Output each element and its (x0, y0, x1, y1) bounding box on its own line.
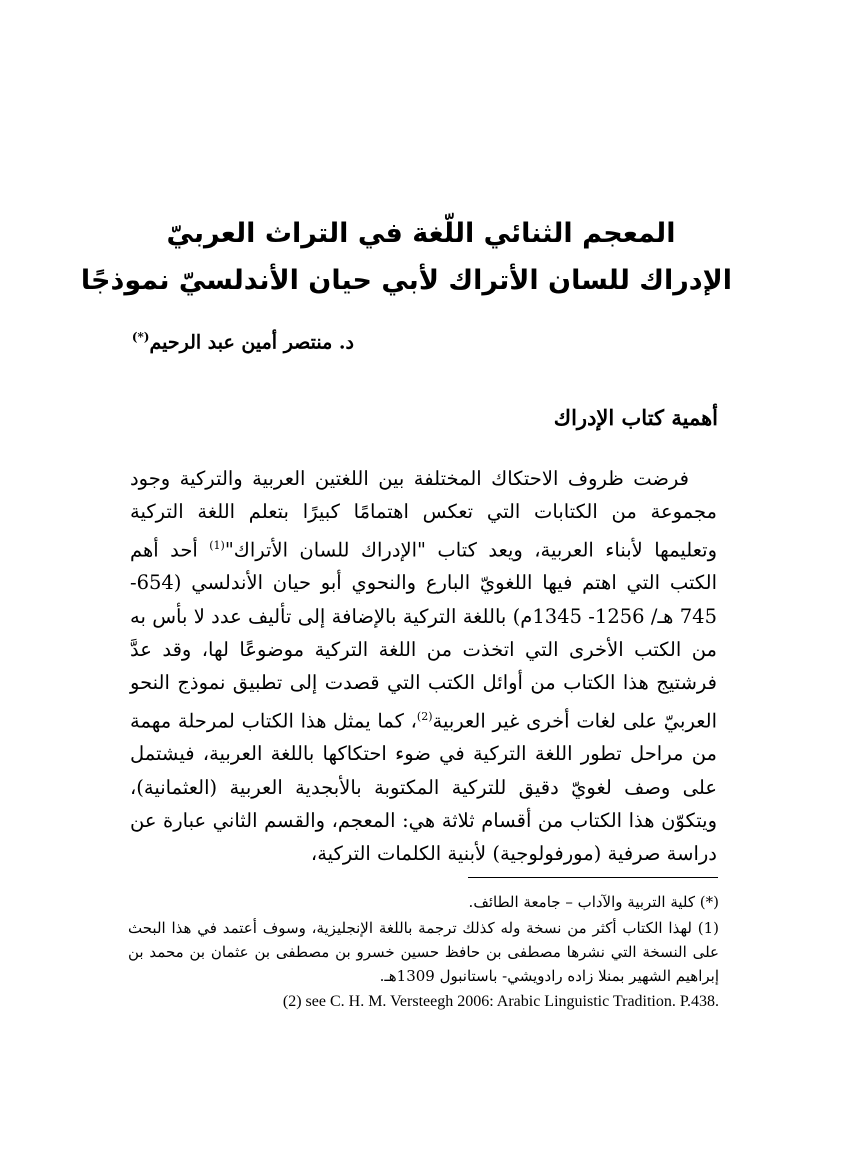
author-name: د. منتصر أمين عبد الرحيم (149, 331, 354, 354)
title-line-1: المعجم الثنائي اللّغة في التراث العربيّ (166, 218, 676, 249)
paragraph (130, 462, 717, 871)
paragraph-part-1: فرضت ظروف الاحتكاك المختلفة بين اللغتين العربية والتركية وجود مجموعة من الكتابات التي تعكس اهتمامًا كبيرًا بتعلم اللغة التركية وتعليمها لأبناء العربية، ويعد كتاب "الإدراك للسان الأتراك" (130, 467, 717, 562)
footnote-ref-2: (2) (416, 709, 433, 723)
footnotes (128, 890, 719, 1016)
footnote-1: (1) لهذا الكتاب أكثر من نسخة وله كذلك ترجمة باللغة الإنجليزية، وسوف أعتمد في هذا البحث على النسخة التي نشرها مصطفى بن حافظ حسين خسرو بن مصطفى بن عثمان بن محمد بن إبراهيم الشهير بمنلا زاده رادويشي- باستانبول 1309هـ. (128, 919, 719, 985)
footnote-author: (*) كلية التربية والآداب – جامعة الطائف. (468, 893, 719, 911)
author-line (54, 330, 354, 353)
footnote-divider (468, 877, 718, 878)
footnote-ref-1: (1) (209, 538, 225, 552)
footnote-2: (2) see C. H. M. Versteegh 2006: Arabic Linguistic Tradition. P.438. (282, 993, 719, 1010)
author-note-marker: (*) (131, 330, 150, 344)
body-paragraph (130, 462, 717, 871)
paragraph-part-2: أحد أهم الكتب التي اهتم فيها اللغويّ البارع والنحوي أبو حيان الأندلسي (654- 745 هـ/ 1256- 1345م) باللغة التركية بالإضافة إلى تأليف عدد لا بأس به من الكتب الأخرى التي اتخذت من اللغة التركية موضوعًا لها، وقد عدَّ فرشتيج هذا الكتاب من أوائل الكتب التي قصدت إلى تطبيق نموذج النحو العربيّ على لغات أخرى غير العربية (130, 538, 717, 733)
section-heading: أهمية كتاب الإدراك (553, 405, 718, 430)
title-line-2: الإدراك للسان الأتراك لأبي حيان الأندلسيّ نموذجًا (80, 265, 732, 296)
paragraph-part-3: ، كما يمثل هذا الكتاب لمرحلة مهمة من مراحل تطور اللغة التركية في ضوء احتكاكها باللغة العربية، فيشتمل على وصف لغويّ دقيق للتركية المكتوبة بالأبجدية العربية (العثمانية)، ويتكوّن هذا الكتاب من أقسام ثلاثة هي: المعجم، والقسم الثاني عبارة عن دراسة صرفية (مورفولوجية) لأبنية الكلمات التركية، (130, 709, 717, 866)
